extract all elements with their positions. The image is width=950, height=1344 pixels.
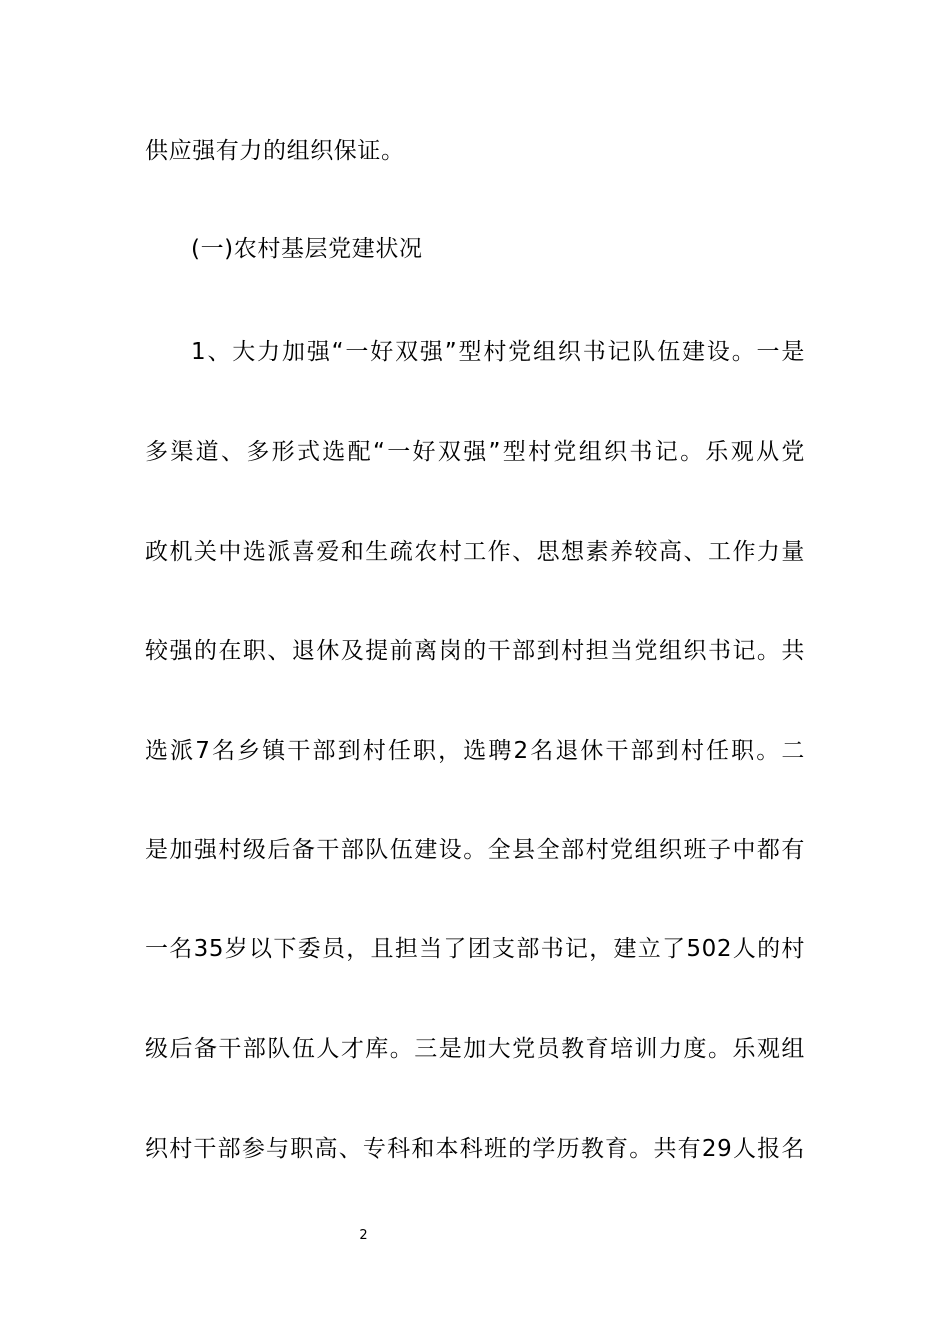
paragraph-line: 较强的在职、退休及提前离岗的干部到村担当党组织书记。共 <box>145 638 805 664</box>
paragraph-line: 选派7名乡镇干部到村任职，选聘2名退休干部到村任职。二 <box>145 738 805 764</box>
paragraph-line-closing: 供应强有力的组织保证。 <box>145 138 405 164</box>
section-heading: (一)农村基层党建状况 <box>191 236 423 262</box>
paragraph-line: 织村干部参与职高、专科和本科班的学历教育。共有29人报名 <box>145 1136 805 1162</box>
paragraph-line: 级后备干部队伍人才库。三是加大党员教育培训力度。乐观组 <box>145 1036 805 1062</box>
paragraph-line: 是加强村级后备干部队伍建设。全县全部村党组织班子中都有 <box>145 837 805 863</box>
page-number: 2 <box>359 1228 368 1243</box>
paragraph-line: 政机关中选派喜爱和生疏农村工作、思想素养较高、工作力量 <box>145 539 805 565</box>
paragraph-line: 一名35岁以下委员，且担当了团支部书记，建立了502人的村 <box>145 936 805 962</box>
paragraph-line: 1、大力加强“一好双强”型村党组织书记队伍建设。一是 <box>191 339 805 365</box>
paragraph-line: 多渠道、多形式选配“一好双强”型村党组织书记。乐观从党 <box>145 439 805 465</box>
